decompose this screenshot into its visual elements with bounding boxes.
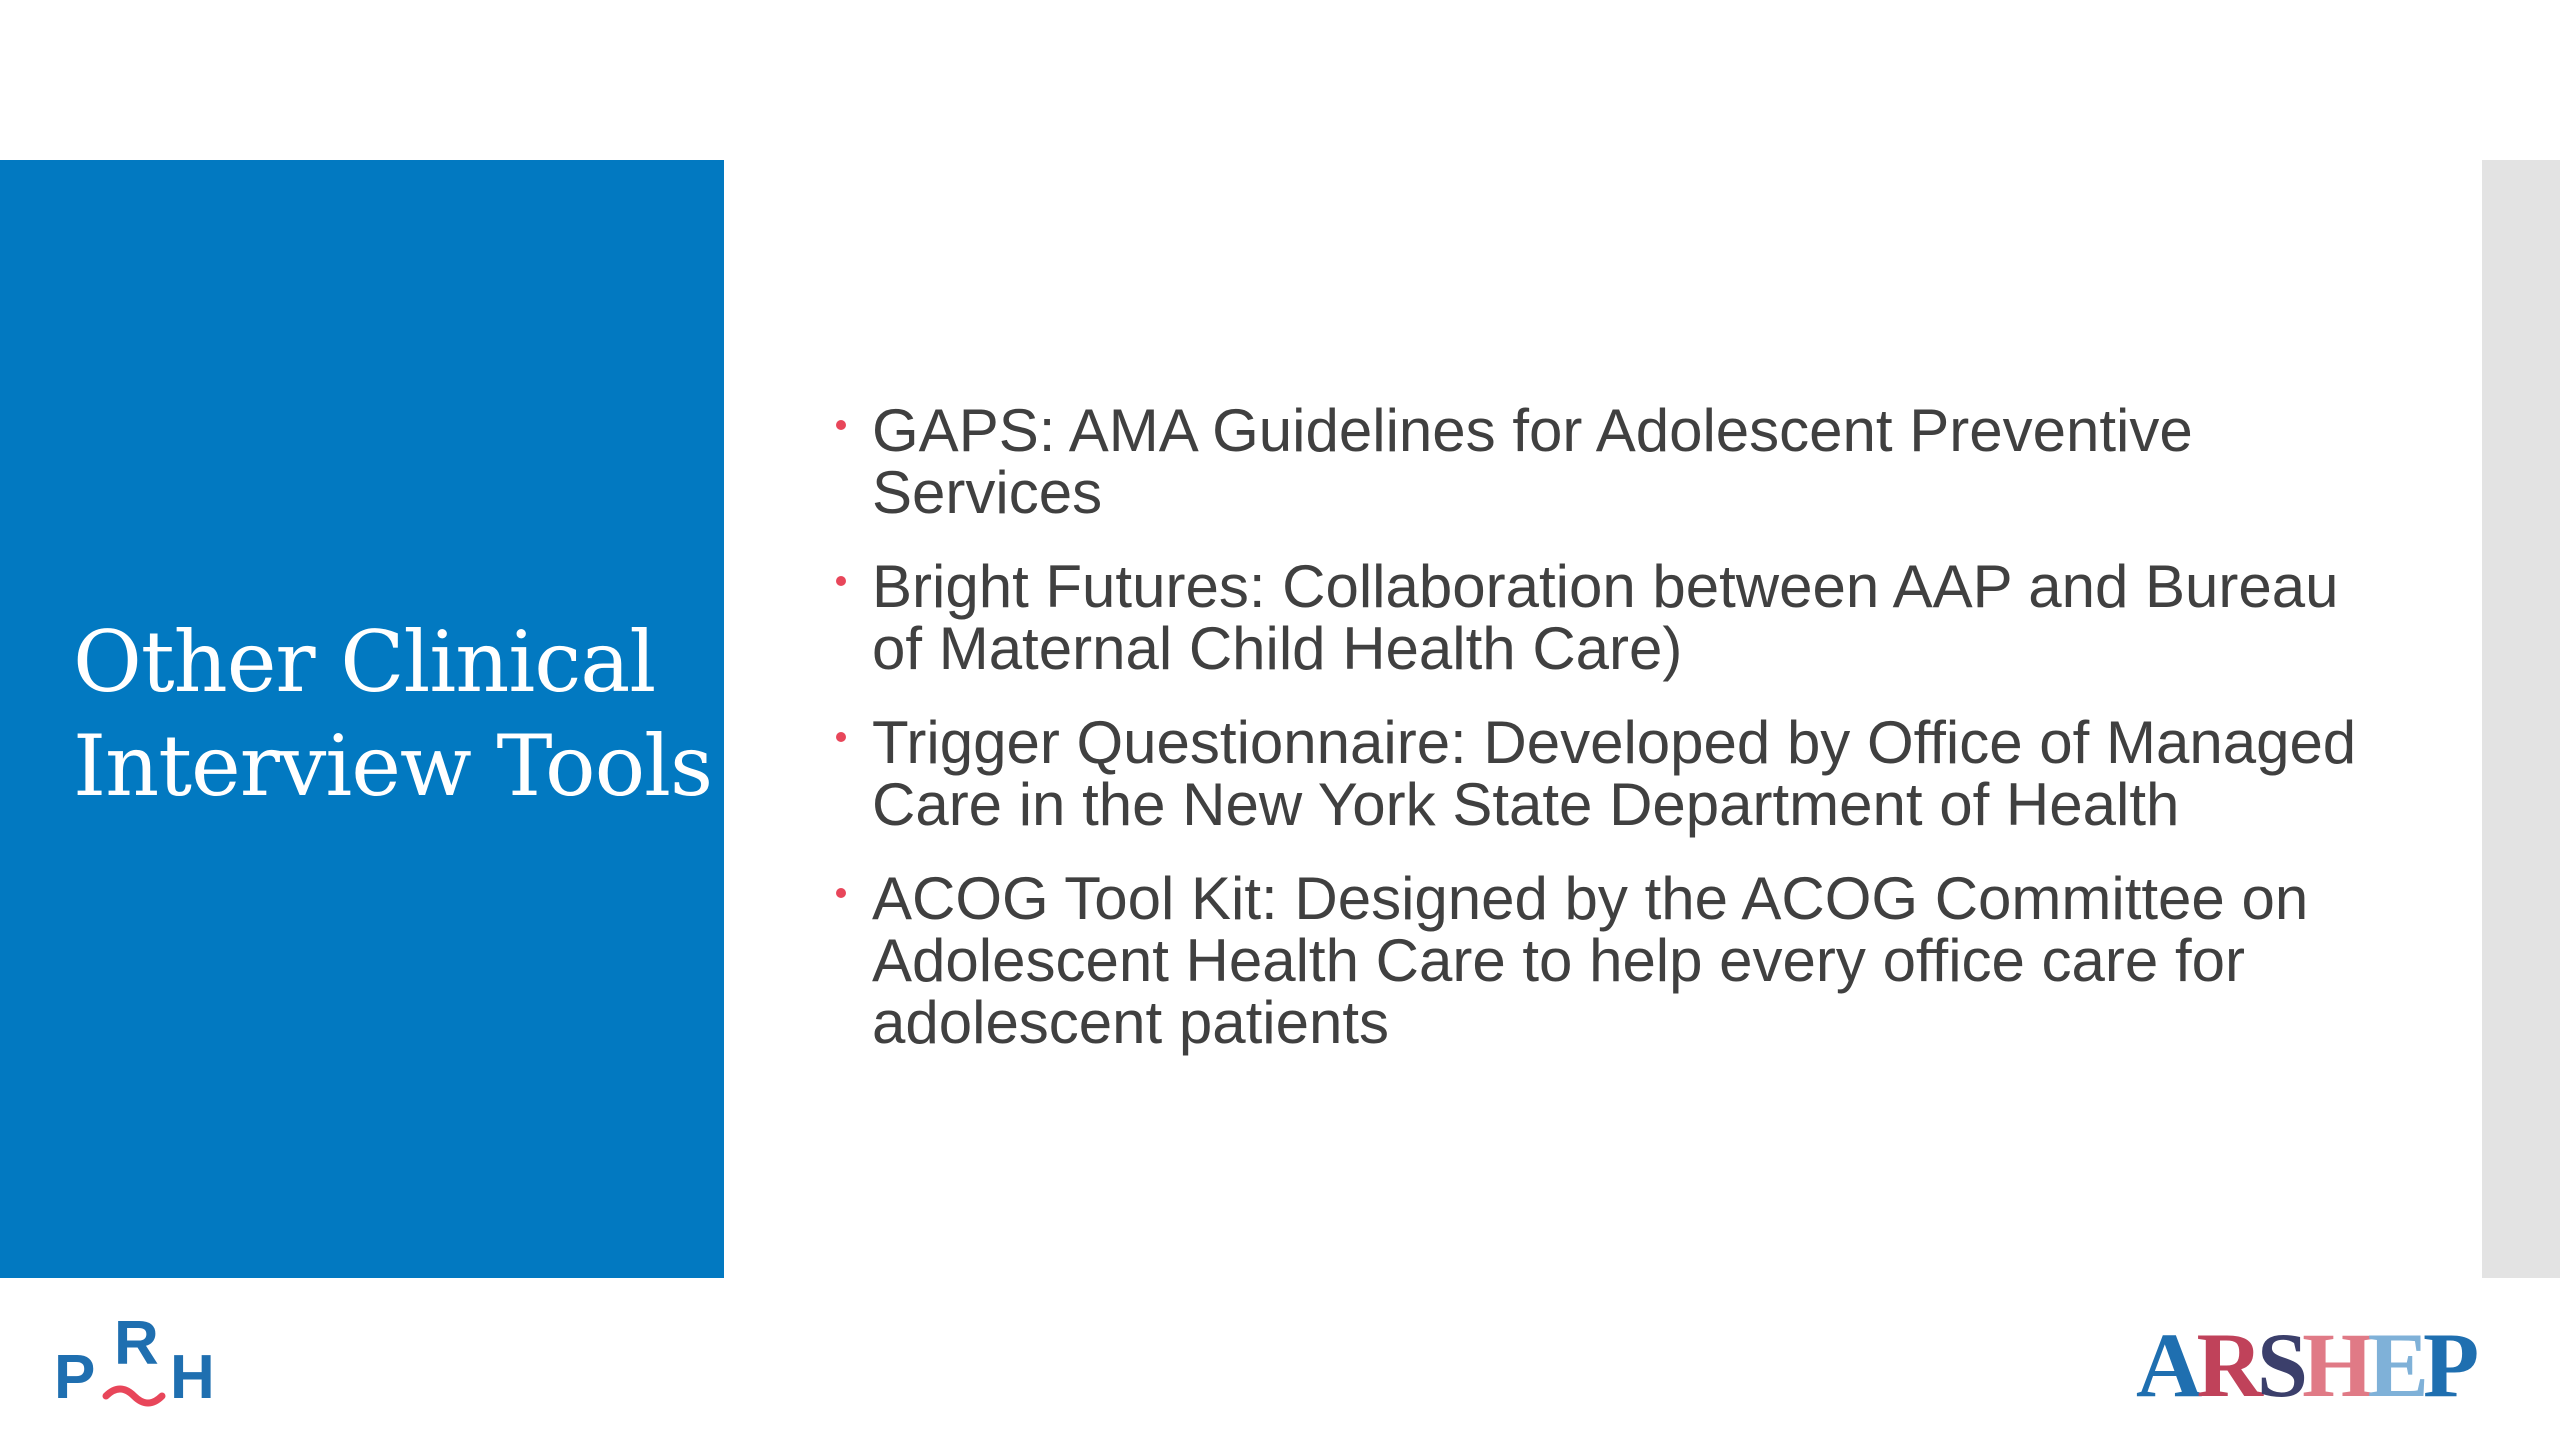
prh-logo bbox=[54, 1310, 224, 1420]
bullet-text: ACOG Tool Kit: Designed by the ACOG Committee on Adolescent Health Care to help every office care for adolescent patients bbox=[872, 865, 2309, 1056]
prh-logo-wave-icon bbox=[106, 1389, 162, 1403]
arshep-letter: H bbox=[2302, 1314, 2368, 1416]
bullet-item bbox=[830, 397, 2370, 526]
arshep-letter: P bbox=[2423, 1314, 2474, 1416]
prh-logo-letter-r: R bbox=[114, 1310, 159, 1378]
prh-logo-letter-p: P bbox=[54, 1343, 96, 1412]
slide-title: Other Clinical Interview Tools bbox=[73, 613, 713, 815]
bullet-item bbox=[830, 709, 2370, 838]
bullet-item bbox=[830, 865, 2370, 1056]
right-accent-strip bbox=[2482, 160, 2560, 1278]
arshep-letter: A bbox=[2136, 1314, 2197, 1416]
arshep-letter: R bbox=[2196, 1314, 2257, 1416]
arshep-logo bbox=[2136, 1314, 2474, 1416]
bullet-dot-icon bbox=[836, 732, 846, 742]
bullet-text: Trigger Questionnaire: Developed by Office of Managed Care in the New York State Department of Health bbox=[872, 709, 2357, 838]
bullet-text: Bright Futures: Collaboration between AAP and Bureau of Maternal Child Health Care) bbox=[872, 553, 2339, 682]
bullet-list bbox=[830, 397, 2370, 1086]
bullet-text: GAPS: AMA Guidelines for Adolescent Preventive Services bbox=[872, 397, 2193, 526]
bullet-dot-icon bbox=[836, 576, 846, 586]
bullet-dot-icon bbox=[836, 420, 846, 430]
bullet-item bbox=[830, 553, 2370, 682]
bullet-dot-icon bbox=[836, 888, 846, 898]
prh-logo-letter-h: H bbox=[170, 1343, 215, 1412]
arshep-letter: S bbox=[2256, 1314, 2303, 1416]
arshep-letter: E bbox=[2367, 1314, 2424, 1416]
